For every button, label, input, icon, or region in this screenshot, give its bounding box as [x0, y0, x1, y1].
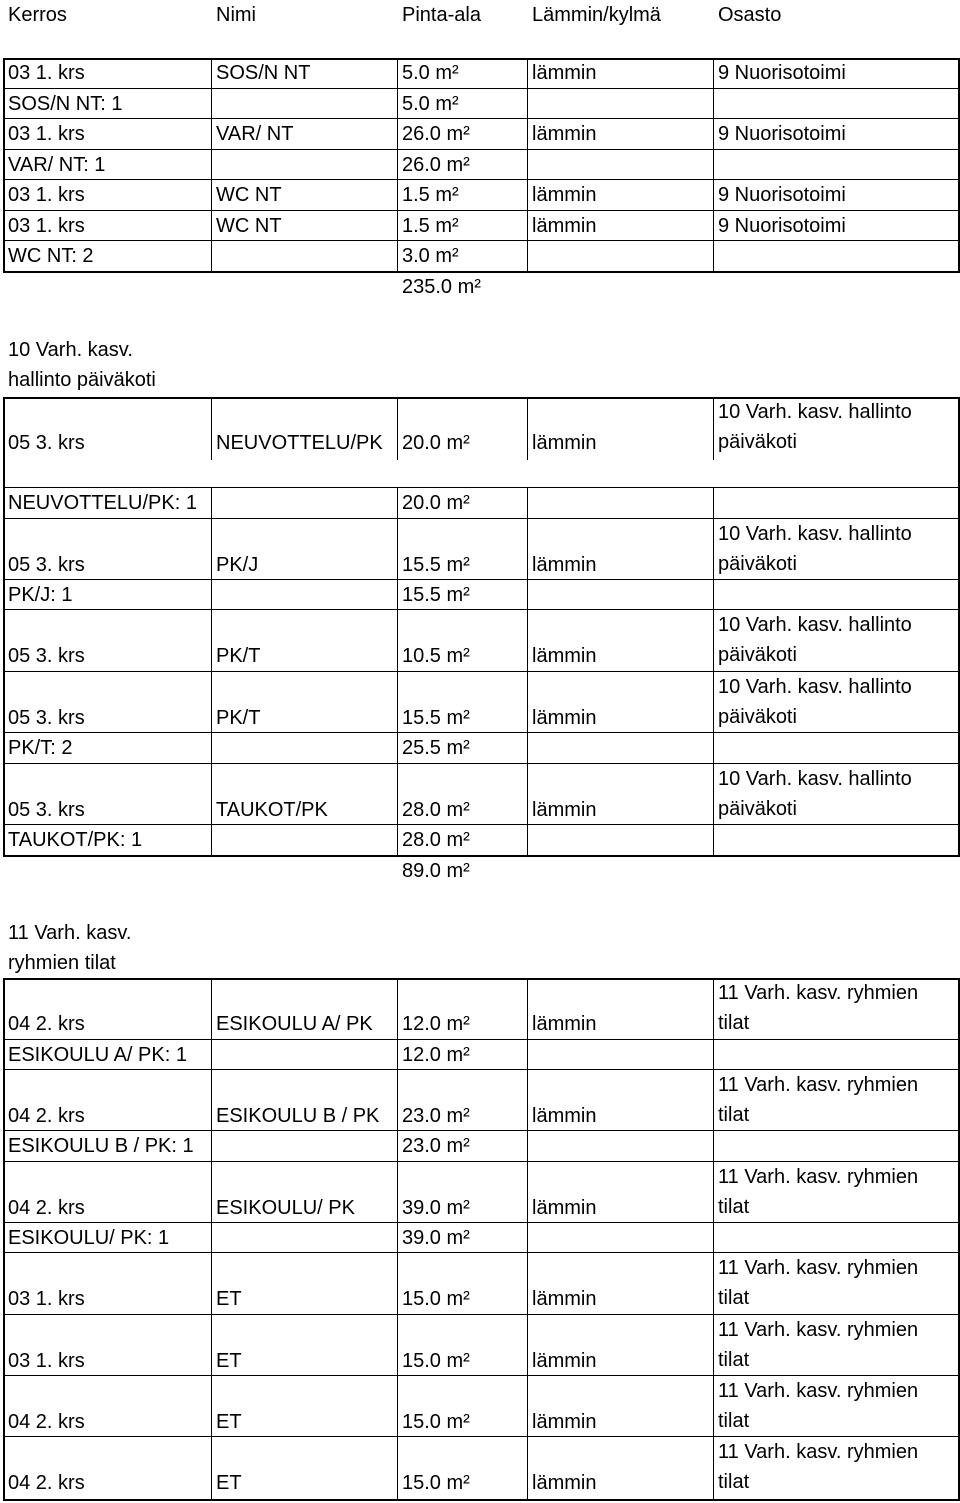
- cell-pinta-ala: 39.0 m²: [402, 1227, 470, 1249]
- cell-lammin-kylma: lämmin: [532, 554, 597, 576]
- header-kerros: Kerros: [8, 4, 67, 26]
- column-divider: [527, 1315, 528, 1378]
- cell-pinta-ala: 15.5 m²: [402, 707, 470, 729]
- cell-pinta-ala: 15.0 m²: [402, 1350, 470, 1372]
- column-divider: [527, 1162, 528, 1225]
- column-divider: [397, 764, 398, 827]
- column-divider: [713, 825, 714, 856]
- column-divider: [397, 1376, 398, 1439]
- column-divider: [397, 150, 398, 181]
- cell-kerros: 03 1. krs: [8, 62, 85, 84]
- cell-kerros: 05 3. krs: [8, 645, 85, 667]
- column-divider: [713, 89, 714, 120]
- column-divider: [211, 397, 212, 460]
- cell-nimi: PK/J: [216, 554, 259, 576]
- cell-osasto: 11 Varh. kasv. ryhmien tilat: [718, 1441, 919, 1493]
- cell-kerros: 10 Varh. kasv. hallinto päiväkoti: [8, 339, 156, 391]
- cell-kerros: PK/J: 1: [8, 584, 73, 606]
- column-divider: [713, 1437, 714, 1500]
- column-divider: [211, 1040, 212, 1071]
- cell-lammin-kylma: lämmin: [532, 62, 597, 84]
- column-divider: [527, 764, 528, 827]
- cell-kerros: 04 2. krs: [8, 1411, 85, 1433]
- cell-osasto: 11 Varh. kasv. ryhmien tilat: [718, 1319, 919, 1371]
- cell-nimi: SOS/N NT: [216, 62, 311, 84]
- column-divider: [713, 733, 714, 764]
- column-divider: [211, 1162, 212, 1225]
- cell-pinta-ala: 10.5 m²: [402, 645, 470, 667]
- column-divider: [713, 1223, 714, 1254]
- column-divider: [527, 58, 528, 89]
- cell-lammin-kylma: lämmin: [532, 1472, 597, 1494]
- header-pinta-ala: Pinta-ala: [402, 4, 481, 26]
- header-lammin-kylma: Lämmin/kylmä: [532, 4, 661, 26]
- column-divider: [527, 241, 528, 272]
- cell-osasto: 10 Varh. kasv. hallinto päiväkoti: [718, 676, 912, 728]
- cell-osasto: 10 Varh. kasv. hallinto päiväkoti: [718, 768, 912, 820]
- column-divider: [527, 519, 528, 582]
- column-divider: [713, 1376, 714, 1439]
- header-nimi: Nimi: [216, 4, 256, 26]
- column-divider: [211, 89, 212, 120]
- cell-nimi: NEUVOTTELU/PK: [216, 432, 383, 454]
- cell-kerros: VAR/ NT: 1: [8, 154, 106, 176]
- cell-osasto: 9 Nuorisotoimi: [718, 215, 846, 237]
- cell-nimi: TAUKOT/PK: [216, 799, 328, 821]
- column-divider: [397, 89, 398, 120]
- cell-lammin-kylma: lämmin: [532, 1350, 597, 1372]
- column-divider: [713, 764, 714, 827]
- column-divider: [713, 241, 714, 272]
- column-divider: [527, 1376, 528, 1439]
- column-divider: [527, 397, 528, 460]
- cell-osasto: 11 Varh. kasv. ryhmien tilat: [718, 982, 919, 1034]
- cell-osasto: 10 Varh. kasv. hallinto päiväkoti: [718, 401, 912, 453]
- column-divider: [527, 733, 528, 764]
- column-divider: [397, 1253, 398, 1316]
- cell-pinta-ala: 26.0 m²: [402, 123, 470, 145]
- column-divider: [397, 119, 398, 150]
- column-divider: [713, 580, 714, 611]
- cell-nimi: WC NT: [216, 215, 282, 237]
- column-divider: [397, 58, 398, 89]
- column-divider: [397, 1040, 398, 1071]
- column-divider: [527, 488, 528, 519]
- column-divider: [527, 672, 528, 735]
- cell-nimi: ET: [216, 1472, 242, 1494]
- cell-kerros: 05 3. krs: [8, 707, 85, 729]
- column-divider: [397, 610, 398, 673]
- row-divider: [3, 732, 960, 733]
- cell-lammin-kylma: lämmin: [532, 645, 597, 667]
- column-divider: [211, 1131, 212, 1162]
- column-divider: [211, 1253, 212, 1316]
- column-divider: [527, 89, 528, 120]
- cell-osasto: 10 Varh. kasv. hallinto päiväkoti: [718, 523, 912, 575]
- cell-osasto: 11 Varh. kasv. ryhmien tilat: [718, 1074, 919, 1126]
- column-divider: [211, 610, 212, 673]
- column-divider: [397, 1437, 398, 1500]
- cell-osasto: 9 Nuorisotoimi: [718, 123, 846, 145]
- cell-kerros: 03 1. krs: [8, 1350, 85, 1372]
- cell-pinta-ala: 1.5 m²: [402, 215, 459, 237]
- column-divider: [527, 580, 528, 611]
- row-divider: [3, 149, 960, 150]
- cell-osasto: 11 Varh. kasv. ryhmien tilat: [718, 1257, 919, 1309]
- cell-pinta-ala: 15.0 m²: [402, 1288, 470, 1310]
- cell-nimi: ET: [216, 1350, 242, 1372]
- cell-nimi: PK/T: [216, 707, 261, 729]
- cell-kerros: 05 3. krs: [8, 799, 85, 821]
- cell-pinta-ala: 23.0 m²: [402, 1135, 470, 1157]
- column-divider: [211, 733, 212, 764]
- cell-kerros: 05 3. krs: [8, 432, 85, 454]
- header-osasto: Osasto: [718, 4, 782, 26]
- cell-osasto: 9 Nuorisotoimi: [718, 62, 846, 84]
- cell-lammin-kylma: lämmin: [532, 1105, 597, 1127]
- cell-pinta-ala: 15.0 m²: [402, 1472, 470, 1494]
- cell-kerros: 03 1. krs: [8, 1288, 85, 1310]
- column-divider: [211, 825, 212, 856]
- cell-kerros: 03 1. krs: [8, 184, 85, 206]
- column-divider: [713, 978, 714, 1041]
- column-divider: [211, 764, 212, 827]
- column-divider: [713, 488, 714, 519]
- cell-nimi: ESIKOULU/ PK: [216, 1197, 355, 1219]
- column-divider: [211, 1070, 212, 1133]
- cell-pinta-ala: 235.0 m²: [402, 276, 481, 298]
- cell-kerros: PK/T: 2: [8, 737, 73, 759]
- cell-lammin-kylma: lämmin: [532, 123, 597, 145]
- cell-kerros: 04 2. krs: [8, 1105, 85, 1127]
- cell-pinta-ala: 28.0 m²: [402, 799, 470, 821]
- column-divider: [397, 978, 398, 1041]
- cell-pinta-ala: 15.5 m²: [402, 584, 470, 606]
- column-divider: [527, 150, 528, 181]
- column-divider: [211, 672, 212, 735]
- column-divider: [713, 211, 714, 242]
- cell-pinta-ala: 20.0 m²: [402, 492, 470, 514]
- cell-lammin-kylma: lämmin: [532, 799, 597, 821]
- cell-nimi: VAR/ NT: [216, 123, 294, 145]
- cell-kerros: WC NT: 2: [8, 245, 94, 267]
- cell-kerros: 11 Varh. kasv. ryhmien tilat: [8, 922, 132, 974]
- column-divider: [211, 58, 212, 89]
- column-divider: [713, 610, 714, 673]
- column-divider: [527, 978, 528, 1041]
- column-divider: [713, 1070, 714, 1133]
- column-divider: [211, 1376, 212, 1439]
- cell-nimi: ESIKOULU B / PK: [216, 1105, 380, 1127]
- column-divider: [713, 1315, 714, 1378]
- cell-lammin-kylma: lämmin: [532, 184, 597, 206]
- column-divider: [397, 825, 398, 856]
- column-divider: [397, 1070, 398, 1133]
- column-divider: [211, 1315, 212, 1378]
- column-divider: [397, 672, 398, 735]
- column-divider: [211, 241, 212, 272]
- row-divider: [3, 824, 960, 825]
- cell-kerros: ESIKOULU A/ PK: 1: [8, 1044, 187, 1066]
- cell-nimi: WC NT: [216, 184, 282, 206]
- column-divider: [713, 672, 714, 735]
- column-divider: [211, 978, 212, 1041]
- column-divider: [211, 211, 212, 242]
- column-divider: [211, 1223, 212, 1254]
- column-divider: [527, 1437, 528, 1500]
- column-divider: [397, 397, 398, 460]
- cell-lammin-kylma: lämmin: [532, 1197, 597, 1219]
- cell-lammin-kylma: lämmin: [532, 215, 597, 237]
- column-divider: [211, 488, 212, 519]
- column-divider: [713, 150, 714, 181]
- column-divider: [527, 1223, 528, 1254]
- cell-osasto: 11 Varh. kasv. ryhmien tilat: [718, 1166, 919, 1218]
- cell-pinta-ala: 12.0 m²: [402, 1044, 470, 1066]
- cell-kerros: NEUVOTTELU/PK: 1: [8, 492, 197, 514]
- cell-pinta-ala: 15.0 m²: [402, 1411, 470, 1433]
- column-divider: [527, 1253, 528, 1316]
- cell-pinta-ala: 5.0 m²: [402, 62, 459, 84]
- column-divider: [713, 1131, 714, 1162]
- column-divider: [713, 1162, 714, 1225]
- cell-pinta-ala: 5.0 m²: [402, 93, 459, 115]
- cell-kerros: 05 3. krs: [8, 554, 85, 576]
- column-divider: [211, 150, 212, 181]
- cell-osasto: 10 Varh. kasv. hallinto päiväkoti: [718, 614, 912, 666]
- cell-pinta-ala: 89.0 m²: [402, 860, 470, 882]
- column-divider: [211, 519, 212, 582]
- cell-pinta-ala: 25.5 m²: [402, 737, 470, 759]
- cell-kerros: 03 1. krs: [8, 123, 85, 145]
- column-divider: [397, 1223, 398, 1254]
- cell-lammin-kylma: lämmin: [532, 1411, 597, 1433]
- cell-kerros: 04 2. krs: [8, 1197, 85, 1219]
- cell-pinta-ala: 26.0 m²: [402, 154, 470, 176]
- column-divider: [713, 58, 714, 89]
- cell-kerros: ESIKOULU/ PK: 1: [8, 1227, 170, 1249]
- row-divider: [3, 88, 960, 89]
- cell-pinta-ala: 23.0 m²: [402, 1105, 470, 1127]
- column-divider: [397, 1131, 398, 1162]
- cell-pinta-ala: 39.0 m²: [402, 1197, 470, 1219]
- column-divider: [527, 825, 528, 856]
- column-divider: [397, 1162, 398, 1225]
- column-divider: [397, 211, 398, 242]
- cell-nimi: ET: [216, 1288, 242, 1310]
- cell-kerros: 04 2. krs: [8, 1013, 85, 1035]
- column-divider: [527, 1070, 528, 1133]
- column-divider: [211, 119, 212, 150]
- column-divider: [397, 180, 398, 211]
- column-divider: [713, 1253, 714, 1316]
- cell-pinta-ala: 15.5 m²: [402, 554, 470, 576]
- cell-kerros: ESIKOULU B / PK: 1: [8, 1135, 194, 1157]
- column-divider: [713, 397, 714, 460]
- column-divider: [211, 1437, 212, 1500]
- column-divider: [527, 211, 528, 242]
- column-divider: [397, 241, 398, 272]
- cell-lammin-kylma: lämmin: [532, 1288, 597, 1310]
- cell-kerros: 03 1. krs: [8, 215, 85, 237]
- cell-lammin-kylma: lämmin: [532, 707, 597, 729]
- column-divider: [211, 580, 212, 611]
- column-divider: [397, 519, 398, 582]
- cell-lammin-kylma: lämmin: [532, 432, 597, 454]
- cell-nimi: PK/T: [216, 645, 261, 667]
- cell-kerros: SOS/N NT: 1: [8, 93, 123, 115]
- column-divider: [713, 180, 714, 211]
- column-divider: [527, 610, 528, 673]
- cell-nimi: ESIKOULU A/ PK: [216, 1013, 373, 1035]
- column-divider: [527, 1131, 528, 1162]
- column-divider: [397, 1315, 398, 1378]
- cell-osasto: 11 Varh. kasv. ryhmien tilat: [718, 1380, 919, 1432]
- cell-pinta-ala: 12.0 m²: [402, 1013, 470, 1035]
- cell-pinta-ala: 1.5 m²: [402, 184, 459, 206]
- column-divider: [397, 580, 398, 611]
- column-divider: [397, 488, 398, 519]
- column-divider: [397, 733, 398, 764]
- cell-kerros: 04 2. krs: [8, 1472, 85, 1494]
- cell-osasto: 9 Nuorisotoimi: [718, 184, 846, 206]
- cell-pinta-ala: 3.0 m²: [402, 245, 459, 267]
- column-divider: [713, 119, 714, 150]
- cell-nimi: ET: [216, 1411, 242, 1433]
- column-divider: [527, 119, 528, 150]
- cell-pinta-ala: 20.0 m²: [402, 432, 470, 454]
- cell-pinta-ala: 28.0 m²: [402, 829, 470, 851]
- column-divider: [527, 1040, 528, 1071]
- column-divider: [527, 180, 528, 211]
- column-divider: [211, 180, 212, 211]
- cell-lammin-kylma: lämmin: [532, 1013, 597, 1035]
- row-divider: [3, 579, 960, 580]
- column-divider: [713, 1040, 714, 1071]
- column-divider: [713, 519, 714, 582]
- cell-kerros: TAUKOT/PK: 1: [8, 829, 143, 851]
